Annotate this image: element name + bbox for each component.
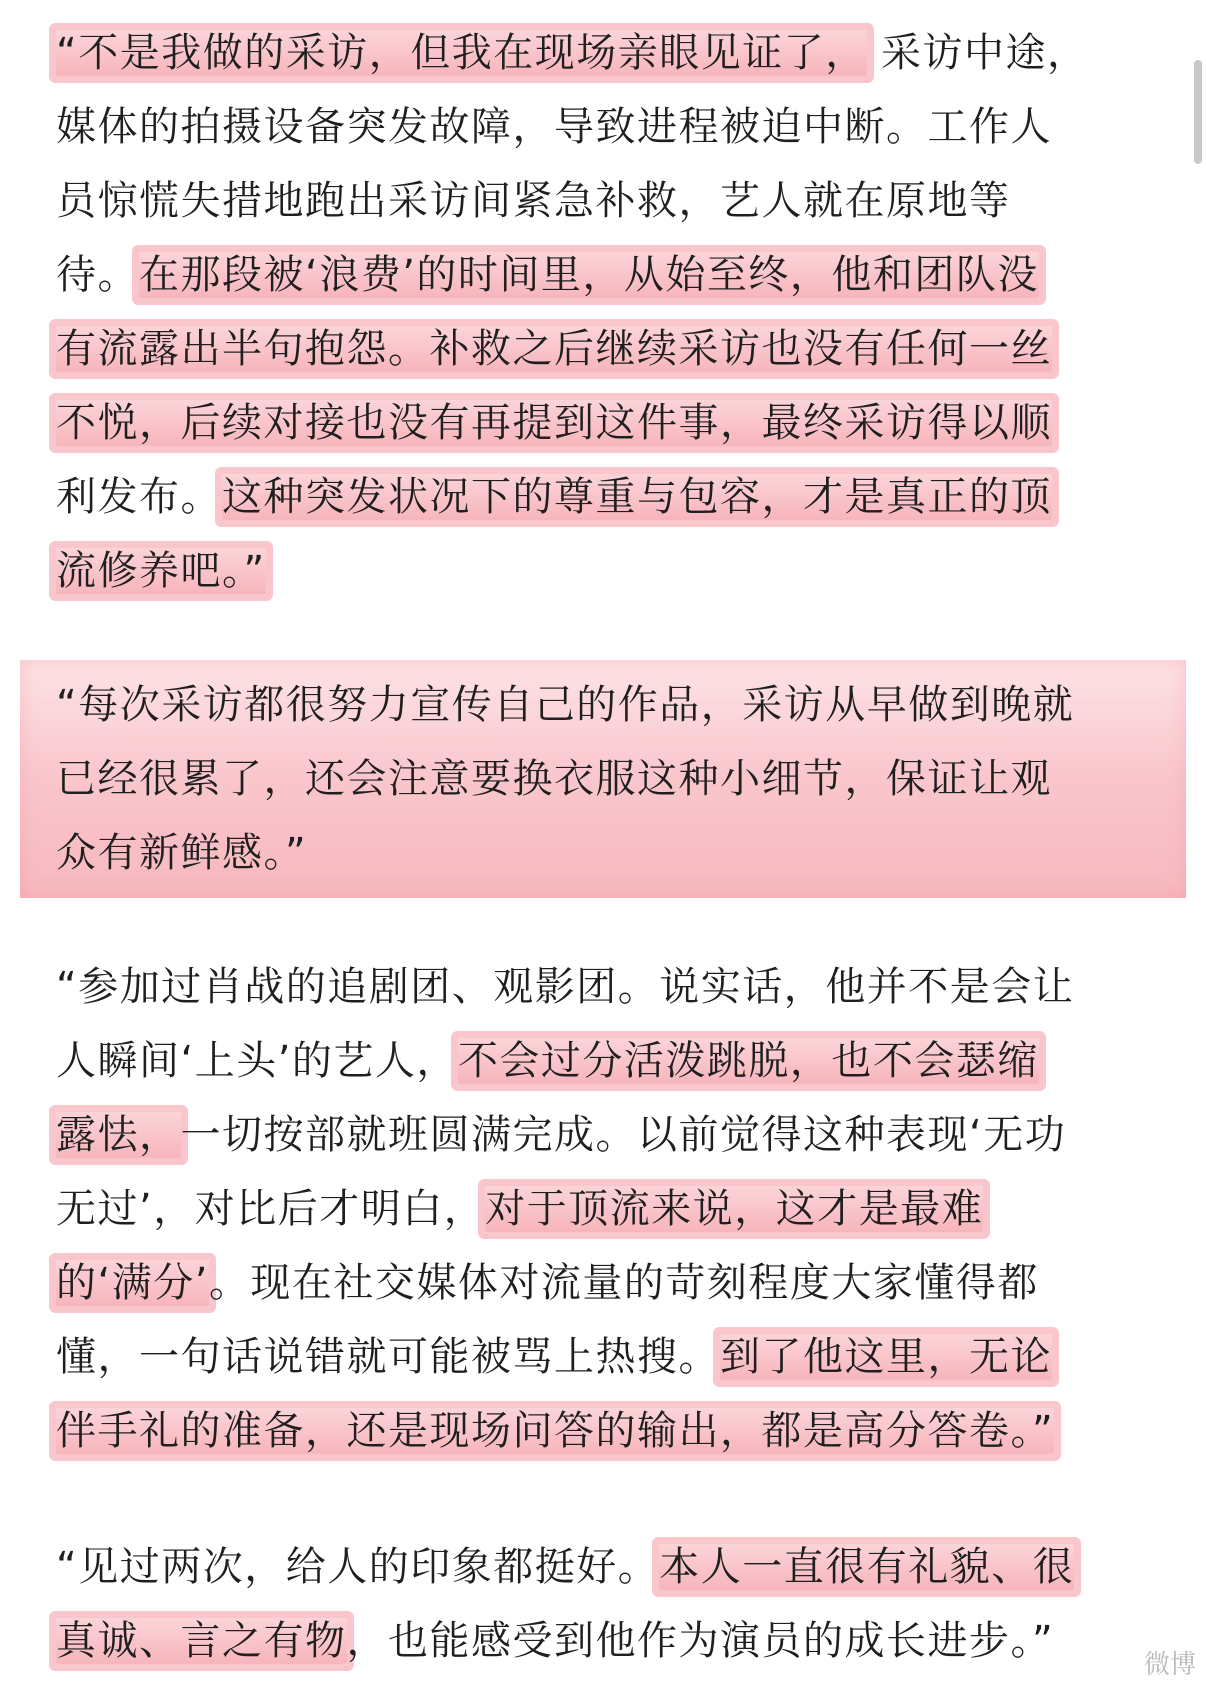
plain-text: ，也能感受到他作为演员的成长进步。”	[346, 1618, 1055, 1664]
highlight-text: “不是我做的采访，但我在现场亲眼见证了，	[56, 30, 867, 76]
p3-line-7	[56, 1394, 1176, 1468]
p2-line-1	[56, 668, 1176, 742]
highlight-text: 在那段被‘浪费’的时间里，从始至终，他和团队没	[139, 252, 1039, 298]
highlight-text: 这种突发状况下的尊重与包容，才是真正的顶	[222, 474, 1052, 520]
paragraph-3	[56, 950, 1176, 1468]
p3-line-3	[56, 1098, 1176, 1172]
plain-text: 利发布。	[56, 474, 222, 520]
plain-text: “见过两次，给人的印象都挺好。	[56, 1544, 660, 1590]
weibo-watermark: 微博	[1143, 1650, 1196, 1680]
paragraph-1	[56, 16, 1176, 608]
highlight-text: 露怯，	[56, 1112, 181, 1158]
highlight-text: 的‘满分’	[56, 1260, 209, 1306]
plain-text: “参加过肖战的追剧团、观影团。说实话，他并不是会让	[56, 964, 1075, 1010]
plain-text: 懂，一句话说错就可能被骂上热搜。	[56, 1334, 720, 1380]
highlight-text: 不悦，后续对接也没有再提到这件事，最终采访得以顺	[56, 400, 1052, 446]
p1-line-5	[56, 312, 1176, 386]
p1-line-4	[56, 238, 1176, 312]
p3-line-1	[56, 950, 1176, 1024]
highlight-text: 对于顶流来说，这才是最难	[485, 1186, 984, 1232]
highlight-text: 真诚、言之有物	[56, 1618, 347, 1664]
plain-text: 已经很累了，还会注意要换衣服这种小细节，保证让观	[56, 756, 1052, 802]
plain-text: 。现在社交媒体对流量的苛刻程度大家懂得都	[208, 1260, 1039, 1306]
p1-line-1	[56, 16, 1176, 90]
p3-line-6	[56, 1320, 1176, 1394]
highlight-text: 到了他这里，无论	[720, 1334, 1052, 1380]
p1-line-8	[56, 534, 1176, 608]
plain-text: 一切按部就班圆满完成。以前觉得这种表现‘无功	[180, 1112, 1067, 1158]
highlight-text: 有流露出半句抱怨。补救之后继续采访也没有任何一丝	[56, 326, 1052, 372]
plain-text: 待。	[56, 252, 139, 298]
p3-line-4	[56, 1172, 1176, 1246]
p1-line-6	[56, 386, 1176, 460]
p2-line-2	[56, 742, 1176, 816]
p3-line-5	[56, 1246, 1176, 1320]
highlight-text: 伴手礼的准备，还是现场问答的输出，都是高分答卷。”	[56, 1408, 1055, 1454]
plain-text: 无过’，对比后才明白，	[56, 1186, 486, 1232]
plain-text: 媒体的拍摄设备突发故障，导致进程被迫中断。工作人	[56, 104, 1052, 150]
plain-text: 采访中途，	[866, 30, 1089, 76]
highlight-text: 流修养吧。”	[56, 548, 266, 594]
scrollbar-thumb[interactable]	[1194, 60, 1202, 164]
highlight-text: 不会过分活泼跳脱，也不会瑟缩	[457, 1038, 1039, 1084]
p1-line-2	[56, 90, 1176, 164]
plain-text: 人瞬间‘上头’的艺人，	[56, 1038, 458, 1084]
p1-line-3	[56, 164, 1176, 238]
highlight-text: 本人一直很有礼貌、很	[659, 1544, 1075, 1590]
plain-text: “每次采访都很努力宣传自己的作品，采访从早做到晚就	[56, 682, 1075, 728]
p3-line-2	[56, 1024, 1176, 1098]
plain-text: 众有新鲜感。”	[56, 830, 308, 876]
p4-line-2	[56, 1604, 1176, 1678]
p2-line-3	[56, 816, 1176, 890]
paragraph-4	[56, 1530, 1176, 1678]
plain-text: 员惊慌失措地跑出采访间紧急补救，艺人就在原地等	[56, 178, 1011, 224]
paragraph-2	[56, 668, 1176, 890]
p1-line-7	[56, 460, 1176, 534]
p4-line-1	[56, 1530, 1176, 1604]
